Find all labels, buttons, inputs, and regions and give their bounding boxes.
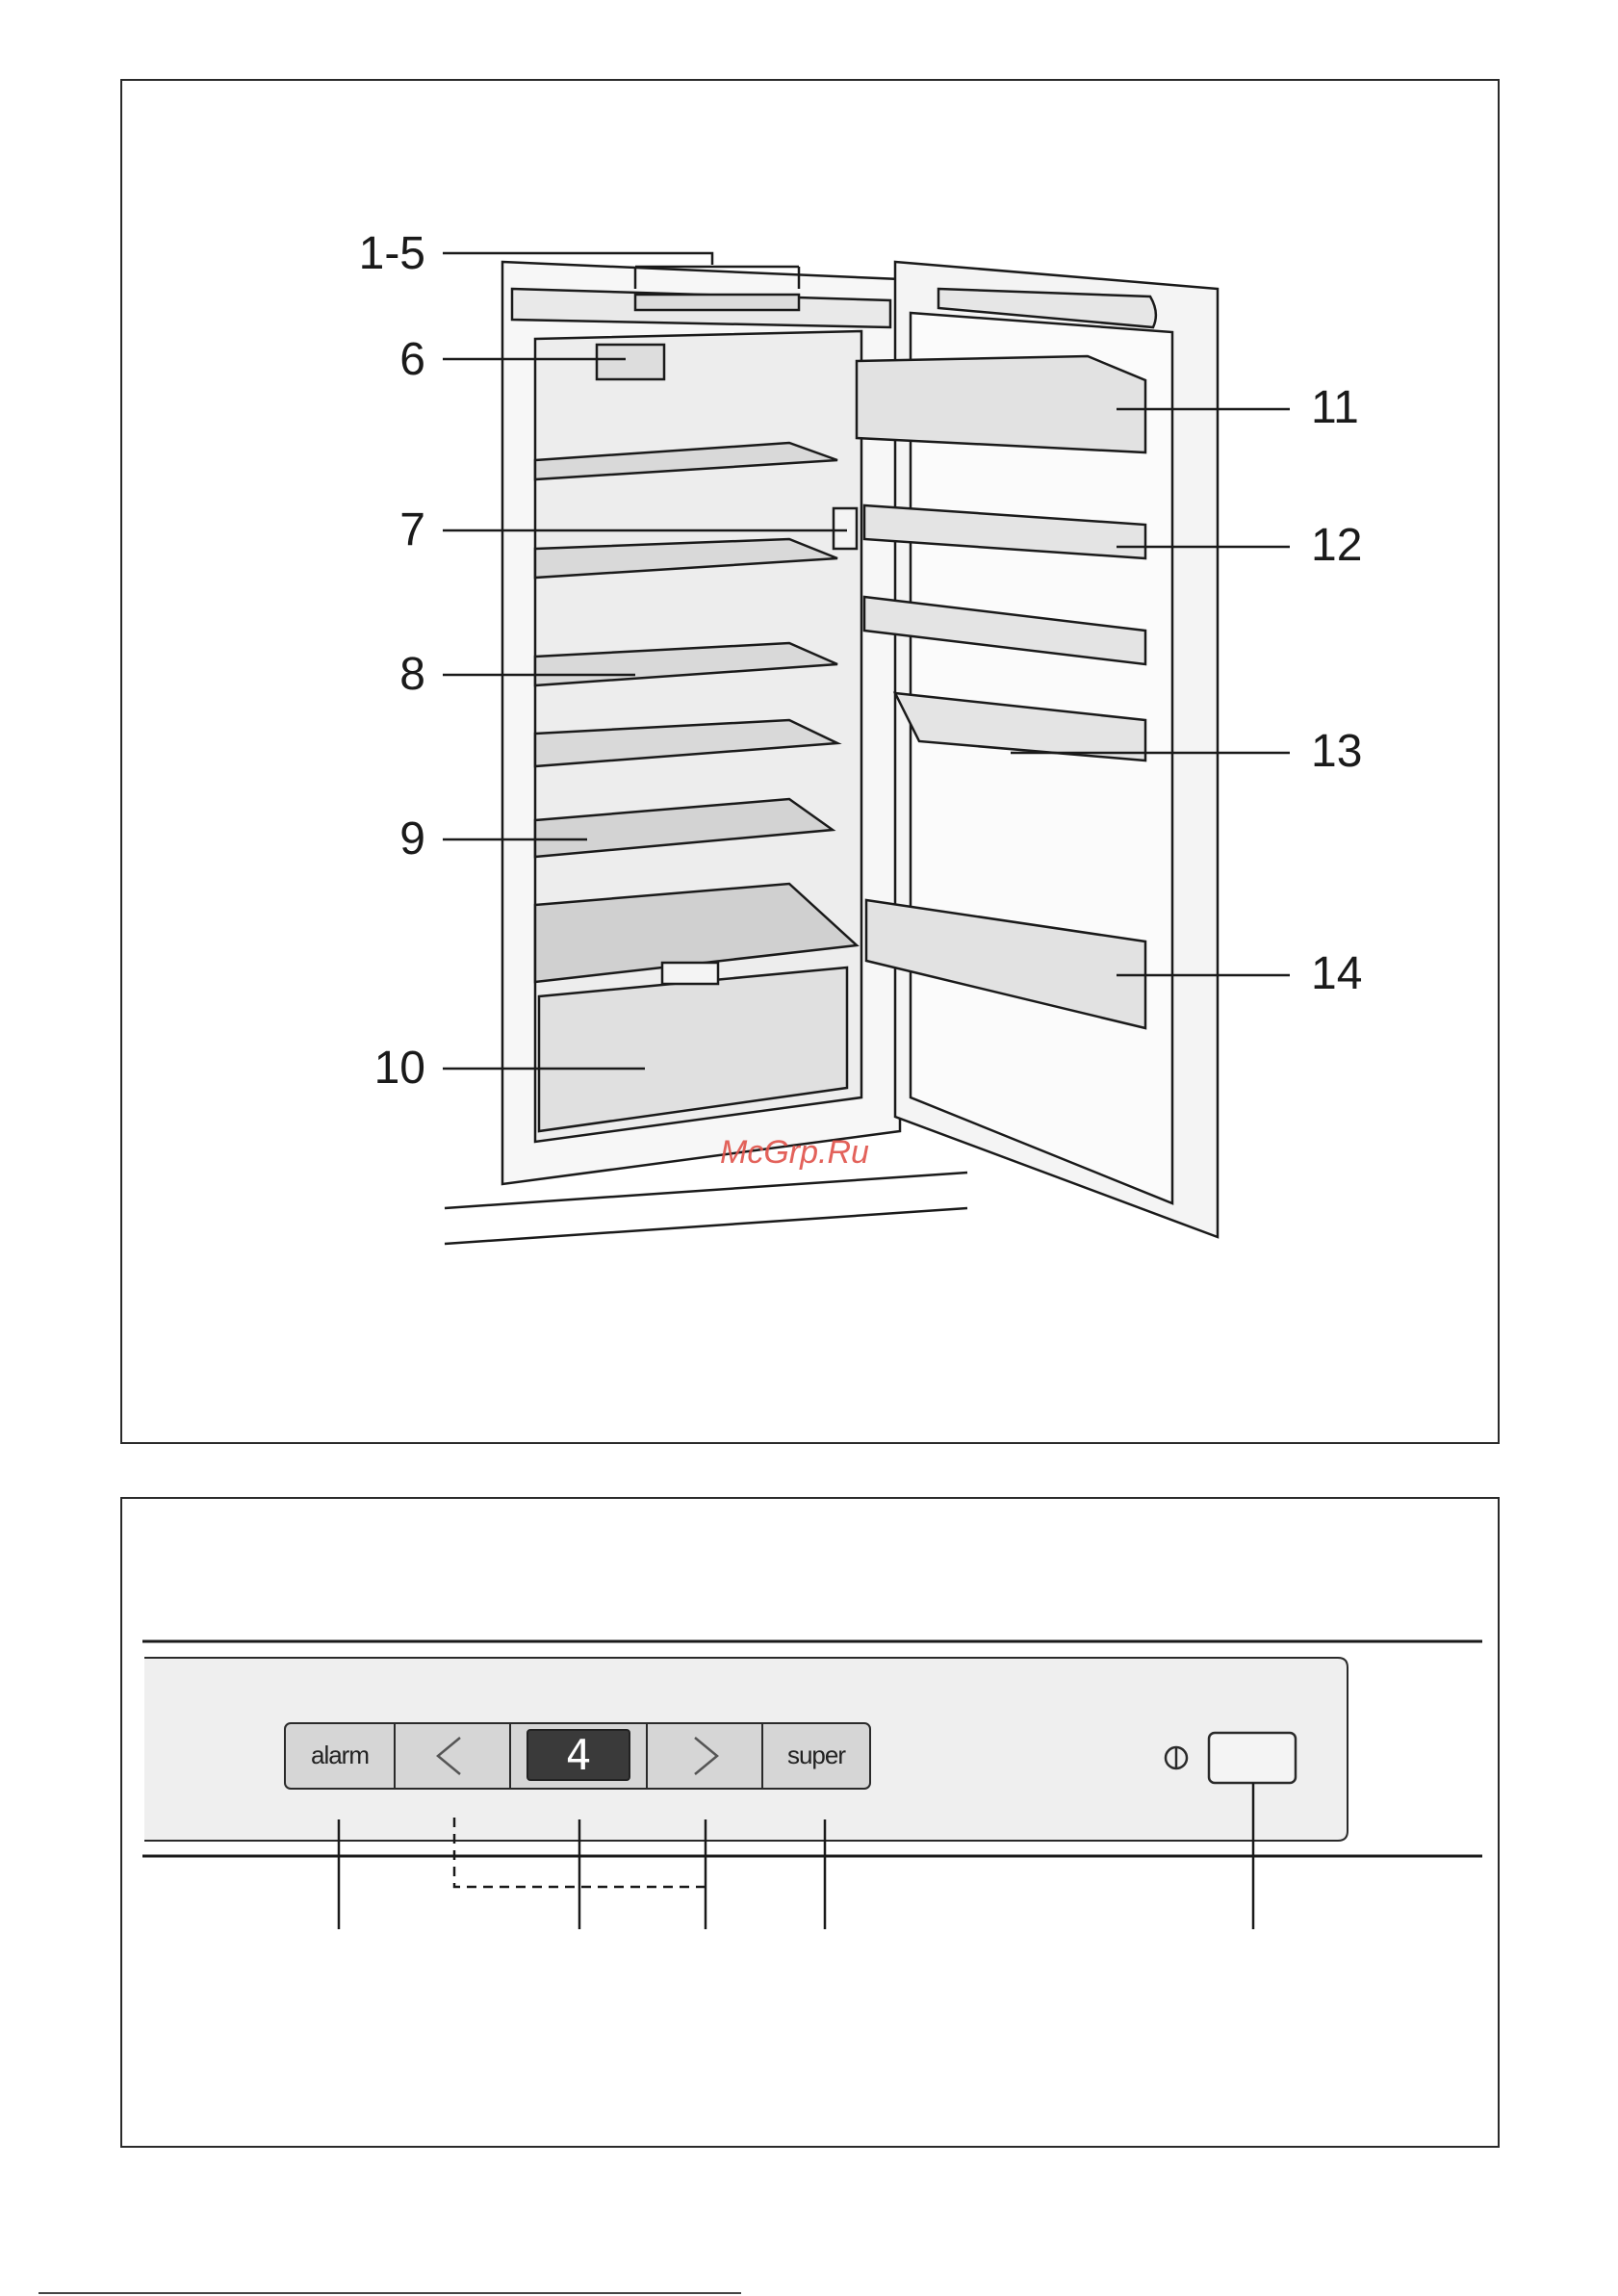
leader-1-5 <box>443 253 712 265</box>
callout-10: 10 <box>373 1043 425 1094</box>
watermark: McGrp.Ru <box>720 1134 869 1171</box>
display-value: 4 <box>565 1731 592 1780</box>
callout-6: 6 <box>399 334 425 385</box>
callout-14: 14 <box>1311 948 1363 999</box>
callout-8: 8 <box>399 649 425 700</box>
main-switch-button[interactable] <box>1209 1733 1296 1783</box>
interior-light <box>597 345 664 379</box>
temperature-sensor <box>834 508 857 549</box>
alarm-button[interactable]: alarm <box>310 1741 369 1769</box>
callout-11: 11 <box>1311 382 1359 433</box>
callout-13: 13 <box>1311 726 1363 777</box>
callout-9: 9 <box>399 813 425 864</box>
crisper-handle <box>662 963 718 984</box>
callout-12: 12 <box>1311 520 1363 571</box>
floor-line-2 <box>445 1208 967 1244</box>
mini-control-panel <box>635 295 799 310</box>
callout-1-5: 1-5 <box>358 228 425 279</box>
super-button[interactable]: super <box>786 1741 846 1769</box>
butter-compartment <box>857 356 1145 452</box>
callout-7: 7 <box>399 504 425 555</box>
